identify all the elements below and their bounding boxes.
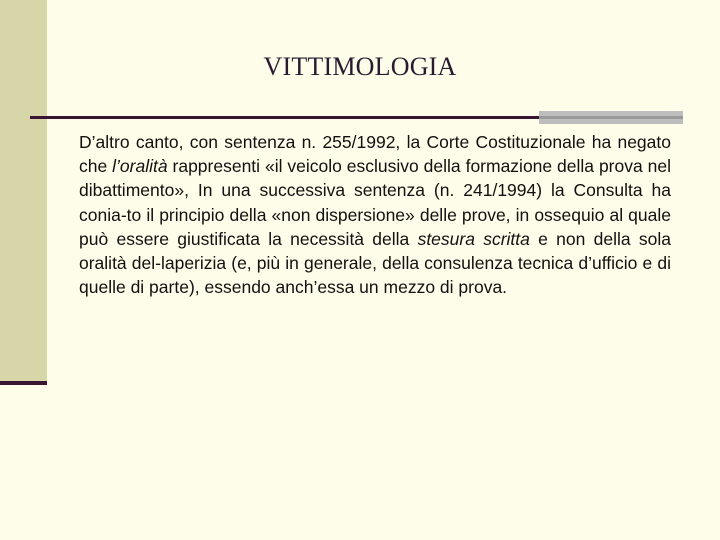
body-paragraph [79,130,671,299]
left-band-bottom-rule [0,381,47,385]
title-divider-gray [539,111,683,124]
paragraph-text-1: D’altro canto, con sentenza n. 255/1992, la Corte Costituzionale ha negato che [79,132,671,177]
title-divider-dark [30,116,539,119]
paragraph-emphasis-oralita: l’oralità [112,156,168,177]
paragraph-text-2: rappresenti «il veicolo esclusivo della formazione della prova nel dibattimento», In una successiva sentenza (n. 241/1994) la Consulta ha conia-to il principio della «non dispersione» delle prove, in ossequio al quale può essere giustificata la necessità della [79,156,671,249]
slide-title: VITTIMOLOGIA [263,52,457,81]
paragraph-emphasis-stesura: stesura scritta [417,228,530,249]
paragraph-text-3: e non della sola oralità del-laperizia (e, più in generale, della consulenza tecnica d’ufficio e di quelle di parte), essendo anch’essa un mezzo di prova. [79,228,671,298]
